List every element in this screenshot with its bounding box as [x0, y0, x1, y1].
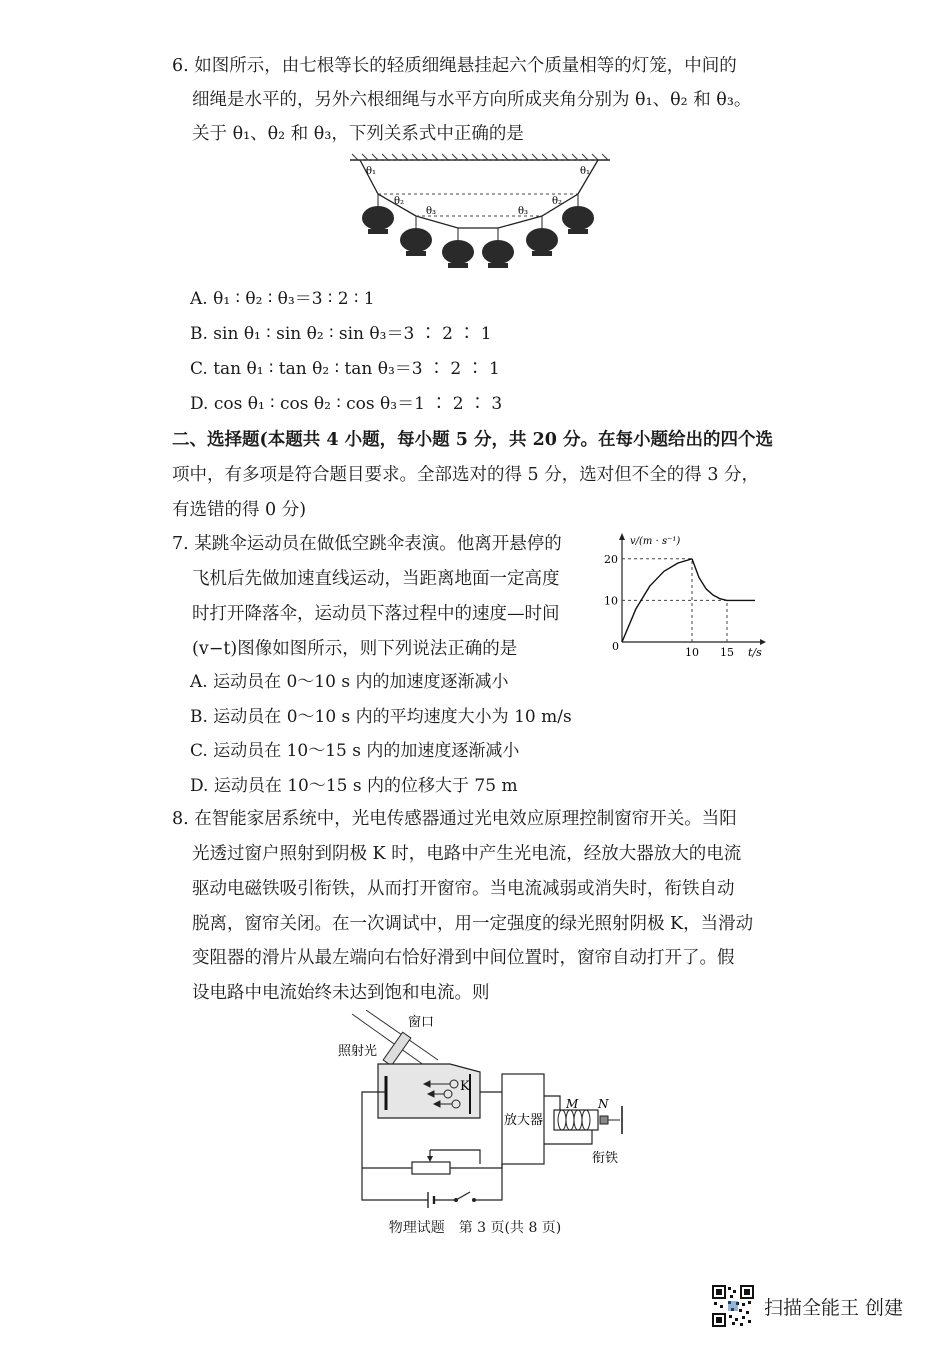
vt-y-label: v/(m · s⁻¹) — [630, 536, 681, 547]
scanner-watermark — [712, 1285, 942, 1327]
q6-option-b[interactable]: B. sin θ₁ ∶ sin θ₂ ∶ sin θ₃＝3 ∶ 2 ∶ 1 — [190, 324, 492, 344]
q8-line-6: 设电路中电流始终未达到饱和电流。则 — [192, 983, 490, 1003]
circuit-figure — [330, 1010, 650, 1210]
theta2-label-left: θ₂ — [394, 196, 405, 207]
window-pane — [383, 1032, 411, 1066]
q7-option-a[interactable]: A. 运动员在 0～10 s 内的加速度逐渐减小 — [190, 672, 509, 692]
amplifier-label: 放大器 — [504, 1113, 544, 1128]
section2-line-2: 项中，有多项是符合题目要求。全部选对的得 5 分，选对但不全的得 3 分， — [172, 465, 760, 485]
vt-y-tick-10: 10 — [604, 594, 618, 608]
n-label: N — [598, 1097, 609, 1111]
armature — [600, 1116, 608, 1124]
theta3-label-right: θ₃ — [518, 206, 529, 217]
armature-label: 衔铁 — [592, 1151, 619, 1166]
theta3-label-left: θ₃ — [426, 206, 437, 217]
vt-y-tick-20: 20 — [604, 552, 618, 566]
electromagnet — [554, 1110, 598, 1130]
q8-line-3: 驱动电磁铁吸引衔铁，从而打开窗帘。当电流减弱或消失时，衔铁自动 — [192, 879, 735, 899]
vt-origin-label: 0 — [612, 640, 619, 653]
q8-line-5: 变阻器的滑片从最左端向右恰好滑到中间位置时，窗帘自动打开了。假 — [192, 948, 735, 968]
vt-y-arrow — [619, 533, 625, 540]
theta2-label-right: θ₂ — [552, 196, 563, 207]
section2-line-1: 二、选择题(本题共 4 小题，每小题 5 分，共 20 分。在每小题给出的四个选 — [172, 430, 774, 450]
q6-option-c[interactable]: C. tan θ₁ ∶ tan θ₂ ∶ tan θ₃＝3 ∶ 2 ∶ 1 — [190, 359, 500, 379]
theta1-label-right: θ₁ — [580, 166, 591, 177]
q6-option-d[interactable]: D. cos θ₁ ∶ cos θ₂ ∶ cos θ₃＝1 ∶ 2 ∶ 3 — [190, 394, 503, 414]
q7-option-b[interactable]: B. 运动员在 0～10 s 内的平均速度大小为 10 m/s — [190, 707, 572, 727]
vt-chart — [600, 530, 770, 660]
q7-line-2: 飞机后先做加速直线运动，当距离地面一定高度 — [192, 569, 560, 589]
vt-x-tick-15: 15 — [720, 646, 734, 659]
q7-line-4: (v−t)图像如图所示，则下列说法正确的是 — [192, 639, 518, 659]
q7-line-1: 7. 某跳伞运动员在做低空跳伞表演。他离开悬停的 — [172, 534, 562, 554]
qr-code-icon — [712, 1285, 754, 1327]
q6-line-1: 6. 如图所示，由七根等长的轻质细绳悬挂起六个质量相等的灯笼，中间的 — [172, 56, 737, 76]
vt-x-arrow — [760, 639, 766, 645]
vt-x-tick-10: 10 — [685, 646, 699, 659]
q7-option-c[interactable]: C. 运动员在 10～15 s 内的加速度逐渐减小 — [190, 741, 520, 761]
q7-option-d[interactable]: D. 运动员在 10～15 s 内的位移大于 75 m — [190, 776, 518, 796]
q7-line-3: 时打开降落伞，运动员下落过程中的速度—时间 — [192, 604, 560, 624]
rheostat — [412, 1162, 450, 1174]
light-label: 照射光 — [338, 1044, 378, 1059]
q8-line-2: 光透过窗户照射到阴极 K 时，电路中产生光电流，经放大器放大的电流 — [192, 844, 742, 864]
page-footer: 物理试题 第 3 页(共 8 页) — [388, 1220, 562, 1236]
cathode-label: K — [460, 1079, 470, 1094]
q6-line-3: 关于 θ₁、θ₂ 和 θ₃，下列关系式中正确的是 — [192, 124, 524, 144]
lantern-figure — [340, 152, 620, 272]
vt-x-label: t/s — [748, 646, 762, 659]
m-label: M — [566, 1097, 579, 1111]
section2-line-3: 有选错的得 0 分) — [172, 500, 307, 520]
scanner-text: 扫描全能王 创建 — [764, 1297, 904, 1319]
q8-line-4: 脱离，窗帘关闭。在一次调试中，用一定强度的绿光照射阴极 K，当滑动 — [192, 914, 754, 934]
window-label: 窗口 — [408, 1015, 435, 1030]
vt-series-0 — [622, 559, 692, 642]
theta1-label-left: θ₁ — [366, 166, 377, 177]
vt-series-1 — [692, 559, 755, 601]
q6-line-2: 细绳是水平的，另外六根细绳与水平方向所成夹角分别为 θ₁、θ₂ 和 θ₃。 — [192, 90, 752, 110]
q6-option-a[interactable]: A. θ₁ ∶ θ₂ ∶ θ₃＝3 ∶ 2 ∶ 1 — [190, 289, 375, 309]
q8-line-1: 8. 在智能家居系统中，光电传感器通过光电效应原理控制窗帘开关。当阳 — [172, 809, 737, 829]
